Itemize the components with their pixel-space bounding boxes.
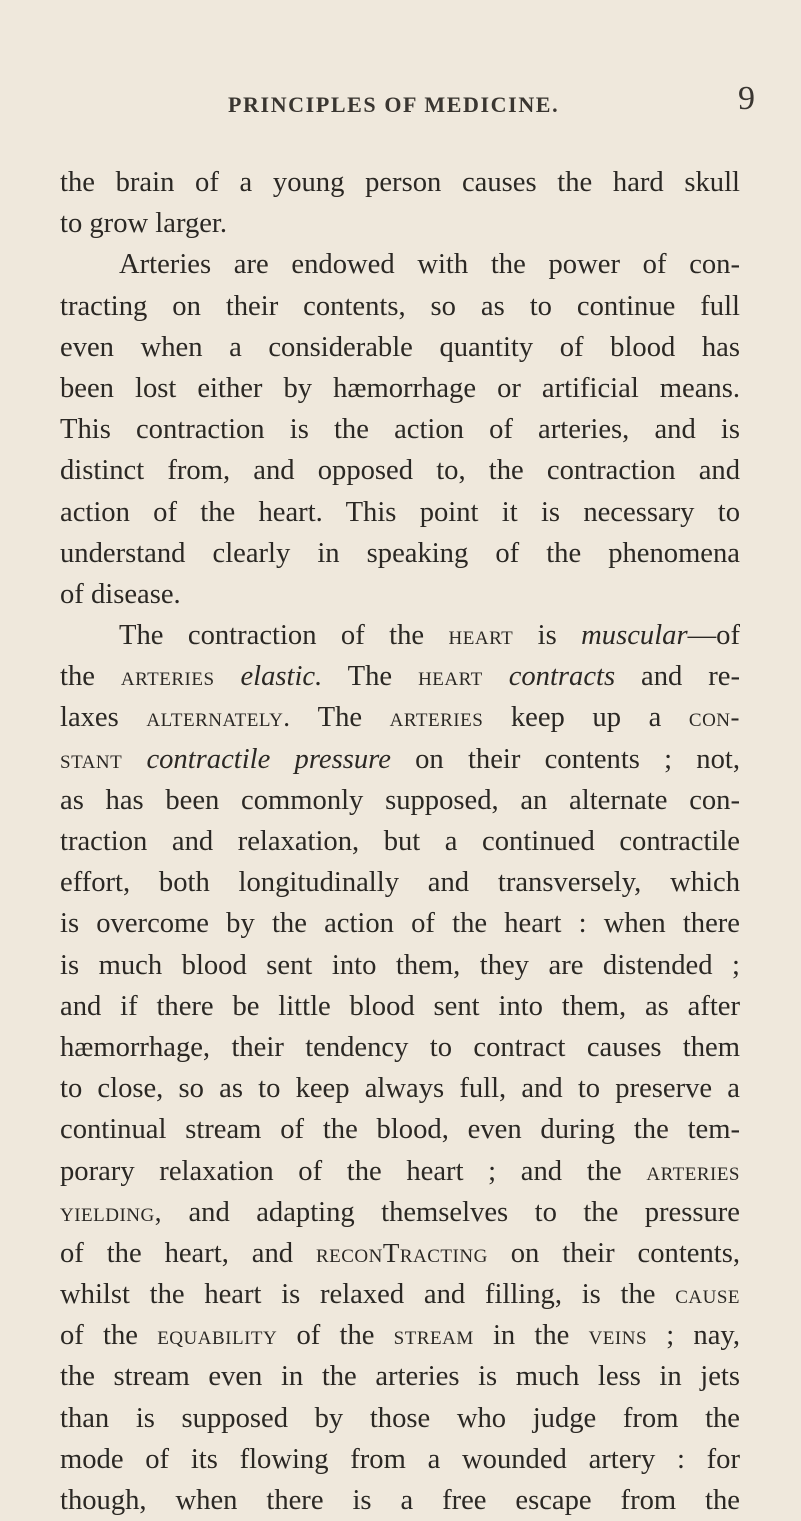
- page-header: [0, 80, 801, 126]
- small-caps-text: reconTracting: [315, 1237, 488, 1268]
- small-caps-text: veins: [588, 1320, 648, 1351]
- body-text: [60, 162, 740, 1521]
- text-segment: than is supposed by those who judge from the: [60, 1402, 740, 1434]
- text-segment: on their contents ; not,: [390, 743, 740, 775]
- text-line: [60, 450, 740, 491]
- text-segment: of the heart, and: [60, 1237, 316, 1269]
- text-line: [60, 1192, 740, 1233]
- text-segment: the stream even in the arteries is much less in jets: [60, 1361, 740, 1393]
- text-segment: action of the heart. This point it is necessary to: [60, 496, 740, 528]
- text-segment: as has been commonly supposed, an alternate con-: [60, 784, 740, 816]
- italic-text: muscular: [581, 620, 688, 652]
- text-line: [60, 697, 740, 738]
- small-caps-text: stream: [393, 1320, 474, 1351]
- text-line: [60, 903, 740, 944]
- text-line: [60, 656, 740, 697]
- text-line: [60, 1356, 740, 1397]
- text-segment: Arteries are endowed with the power of con-: [119, 249, 740, 281]
- text-segment: effort, both longitudinally and transversely, which: [60, 867, 740, 899]
- text-segment: even when a considerable quantity of blood has: [60, 331, 740, 363]
- text-segment: hæmorrhage, their tendency to contract causes them: [60, 1031, 740, 1063]
- text-line: [60, 368, 740, 409]
- text-segment: of disease.: [60, 578, 181, 610]
- page-number: 9: [738, 80, 755, 117]
- small-caps-text: arteries: [120, 661, 215, 692]
- small-caps-text: heart: [418, 661, 483, 692]
- small-caps-text: cause: [675, 1279, 740, 1310]
- text-line: [60, 162, 740, 203]
- small-caps-text: stant: [60, 743, 123, 774]
- text-line: [60, 286, 740, 327]
- text-segment: is: [513, 620, 582, 652]
- text-segment: to grow larger.: [60, 208, 228, 240]
- text-segment: —of: [687, 620, 740, 652]
- text-line: [60, 986, 740, 1027]
- small-caps-text: con-: [688, 702, 740, 733]
- text-line: [60, 1398, 740, 1439]
- small-caps-text: equability: [157, 1320, 278, 1351]
- text-segment: mode of its flowing from a wounded artery : for: [60, 1443, 740, 1475]
- text-line: [60, 1315, 740, 1356]
- small-caps-text: yielding,: [60, 1196, 163, 1227]
- text-segment: on their contents,: [487, 1237, 740, 1269]
- text-segment: tracting on their contents, so as to continue full: [60, 290, 740, 322]
- text-line: [60, 1109, 740, 1150]
- text-segment: to close, so as to keep always full, and to preserve a: [60, 1073, 740, 1105]
- text-line: [60, 492, 740, 533]
- small-caps-text: arteries: [646, 1155, 740, 1186]
- text-line: [60, 1068, 740, 1109]
- running-head: PRINCIPLES OF MEDICINE.: [228, 92, 560, 117]
- text-line: [60, 409, 740, 450]
- text-line: [60, 862, 740, 903]
- text-segment: and re-: [615, 661, 740, 693]
- text-segment: distinct from, and opposed to, the contraction and: [60, 455, 740, 487]
- text-segment: whilst the heart is relaxed and filling, is the: [60, 1279, 676, 1311]
- text-segment: and if there be little blood sent into them, as after: [60, 990, 740, 1022]
- small-caps-text: heart: [448, 620, 514, 651]
- text-line: [60, 945, 740, 986]
- text-line: [60, 574, 740, 615]
- text-segment: is much blood sent into them, they are distended ;: [60, 949, 740, 981]
- italic-text: elastic.: [240, 661, 323, 693]
- text-segment: of the: [277, 1320, 394, 1352]
- small-caps-text: alternately.: [146, 702, 291, 733]
- text-line: [60, 1027, 740, 1068]
- text-segment: keep up a: [483, 702, 689, 734]
- text-segment: continual stream of the blood, even during the tem-: [60, 1114, 740, 1146]
- text-segment: [122, 744, 146, 775]
- text-line: [60, 1233, 740, 1274]
- text-segment: of the: [60, 1320, 158, 1352]
- text-segment: though, when there is a free escape from the: [60, 1485, 740, 1516]
- text-segment: laxes: [60, 702, 147, 734]
- text-segment: The: [290, 702, 390, 734]
- text-line: [60, 739, 740, 780]
- text-segment: This contraction is the action of arteries, and is: [60, 414, 740, 446]
- small-caps-text: arteries: [389, 702, 484, 733]
- text-segment: The: [322, 661, 419, 693]
- text-line: [60, 1274, 740, 1315]
- text-segment: the: [60, 661, 121, 693]
- text-line: [60, 1151, 740, 1192]
- text-line: [60, 327, 740, 368]
- text-line: [60, 780, 740, 821]
- text-line: [60, 821, 740, 862]
- text-segment: [483, 661, 509, 692]
- text-segment: the brain of a young person causes the hard skull: [60, 167, 740, 198]
- italic-text: contracts: [508, 661, 616, 693]
- text-segment: porary relaxation of the heart ; and the: [60, 1155, 647, 1187]
- text-segment: traction and relaxation, but a continued contractile: [60, 826, 740, 857]
- text-line: [60, 1439, 740, 1480]
- text-line: [60, 615, 740, 656]
- text-segment: and adapting themselves to the pressure: [162, 1196, 740, 1228]
- text-segment: [215, 661, 241, 692]
- text-line: [60, 1480, 740, 1521]
- text-line: [60, 244, 740, 285]
- text-segment: understand clearly in speaking of the phenomena: [60, 537, 740, 569]
- text-segment: ; nay,: [647, 1320, 740, 1352]
- text-segment: been lost either by hæmorrhage or artificial means.: [60, 372, 740, 404]
- text-segment: in the: [473, 1320, 589, 1352]
- text-line: [60, 203, 740, 244]
- text-segment: is overcome by the action of the heart : when there: [60, 908, 740, 940]
- text-segment: The contraction of the: [119, 620, 449, 652]
- italic-text: contractile pressure: [146, 743, 391, 775]
- text-line: [60, 533, 740, 574]
